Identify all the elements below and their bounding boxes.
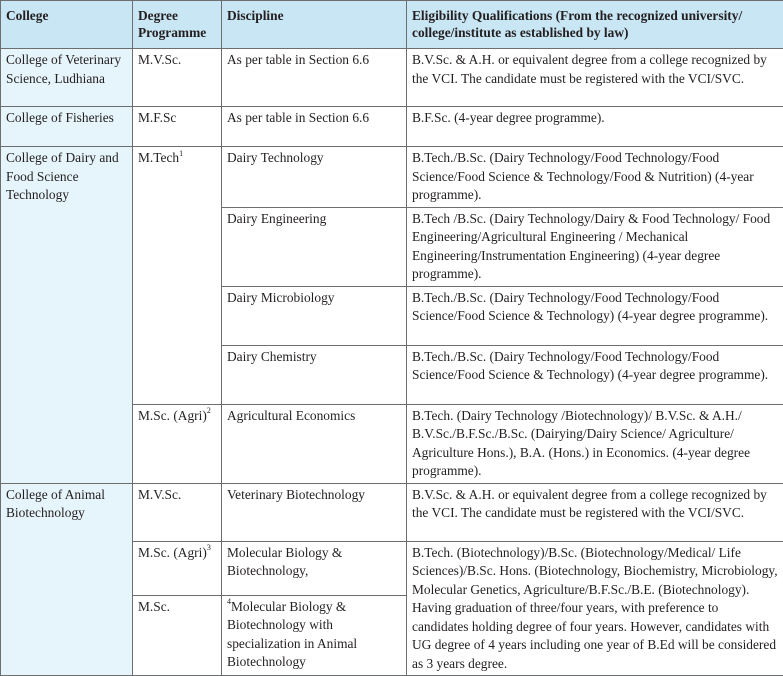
- discipline-cell: Dairy Engineering: [222, 207, 407, 286]
- footnote-marker: 2: [207, 406, 211, 415]
- discipline-cell: Dairy Technology: [222, 147, 407, 208]
- degree-cell: M.F.Sc: [133, 107, 222, 147]
- discipline-cell: Dairy Chemistry: [222, 345, 407, 404]
- discipline-cell: [222, 595, 407, 675]
- degree-cell: M.V.Sc.: [133, 49, 222, 107]
- eligibility-cell: B.Tech./B.Sc. (Dairy Technology/Food Technology/Food Science/Food Science & Technology) (4-year degree programme).: [407, 286, 783, 345]
- college-cell: College of Veterinary Science, Ludhiana: [1, 49, 133, 107]
- degree-cell: M.V.Sc.: [133, 483, 222, 541]
- table-row: [1, 49, 783, 107]
- discipline-cell: Veterinary Biotechnology: [222, 483, 407, 541]
- eligibility-cell: B.Tech. (Dairy Technology /Biotechnology)/ B.V.Sc. & A.H./ B.V.Sc./B.F.Sc./B.Sc. (Dairying/Dairy Science/ Agriculture/ Agriculture Hons.), B.A. (Hons.) in Economics. (4-year degree programme).: [407, 404, 783, 483]
- degree-text: M.Sc. (Agri): [138, 545, 207, 560]
- table-row: [1, 147, 783, 208]
- eligibility-cell: B.Tech /B.Sc. (Dairy Technology/Dairy & Food Technology/ Food Engineering/Agricultural Engineering / Mechanical Engineering/Instrumentation Engineering) (4-year degree programme).: [407, 207, 783, 286]
- college-cell: College of Dairy and Food Science Technology: [1, 147, 133, 484]
- discipline-cell: As per table in Section 6.6: [222, 49, 407, 107]
- header-degree: Degree Programme: [133, 1, 222, 49]
- degree-text: M.Sc. (Agri): [138, 408, 207, 423]
- discipline-cell: Dairy Microbiology: [222, 286, 407, 345]
- eligibility-cell: B.V.Sc. & A.H. or equivalent degree from a college recognized by the VCI. The candidate must be registered with the VCI/SVC.: [407, 49, 783, 107]
- eligibility-cell: B.Tech. (Biotechnology)/B.Sc. (Biotechnology/Medical/ Life Sciences)/B.Sc. Hons. (Biotechnology, Biochemistry, Microbiology, Molecular Genetics, Agriculture/B.F.Sc./B.E. (Biotechnology). Having graduation of three/four years, with preference to candidates holding degree of four years. However, candidates with UG degree of 4 years including one year of B.Ed will be considered as 3 years degree.: [407, 541, 783, 676]
- discipline-cell: Molecular Biology & Biotechnology,: [222, 541, 407, 595]
- footnote-marker: 4: [227, 597, 231, 606]
- discipline-cell: Agricultural Economics: [222, 404, 407, 483]
- eligibility-cell: B.Tech./B.Sc. (Dairy Technology/Food Technology/Food Science/Food Science & Technology/Food & Nutrition) (4-year programme).: [407, 147, 783, 208]
- eligibility-cell: B.Tech./B.Sc. (Dairy Technology/Food Technology/Food Science/Food Science & Technology) (4-year degree programme).: [407, 345, 783, 404]
- header-eligibility: Eligibility Qualifications (From the recognized university/ college/institute as established by law): [407, 1, 783, 49]
- degree-cell: [133, 541, 222, 595]
- header-college: College: [1, 1, 133, 49]
- discipline-text: Molecular Biology & Biotechnology with specialization in Animal Biotechnology: [227, 599, 357, 670]
- discipline-cell: As per table in Section 6.6: [222, 107, 407, 147]
- header-row: [1, 1, 783, 49]
- header-discipline: Discipline: [222, 1, 407, 49]
- degree-cell: [133, 404, 222, 483]
- eligibility-cell: B.V.Sc. & A.H. or equivalent degree from a college recognized by the VCI. The candidate must be registered with the VCI/SVC.: [407, 483, 783, 541]
- degree-cell: [133, 147, 222, 405]
- college-cell: College of Fisheries: [1, 107, 133, 147]
- footnote-marker: 3: [207, 543, 211, 552]
- college-cell: College of Animal Biotechnology: [1, 483, 133, 676]
- table-row: [1, 483, 783, 541]
- degree-text: M.Tech: [138, 150, 179, 165]
- footnote-marker: 1: [179, 149, 183, 158]
- table-row: [1, 107, 783, 147]
- eligibility-cell: B.F.Sc. (4-year degree programme).: [407, 107, 783, 147]
- degree-cell: M.Sc.: [133, 595, 222, 675]
